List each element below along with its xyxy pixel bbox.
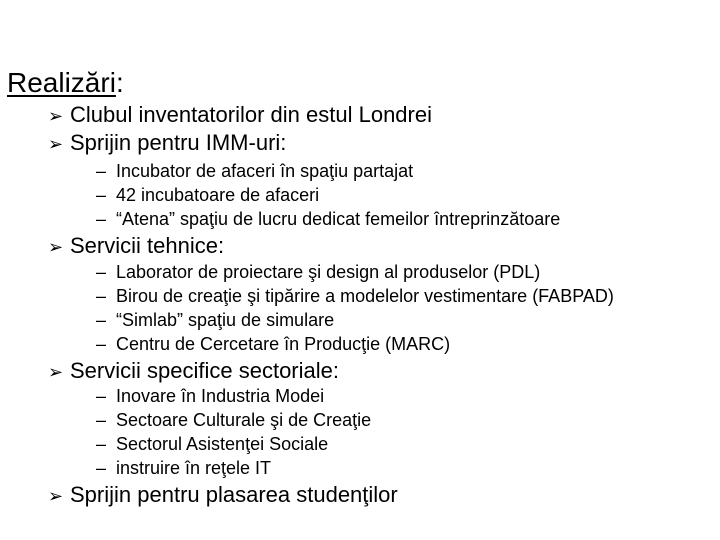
sub-item [96, 457, 271, 479]
arrow-bullet-icon: ➢ [48, 106, 64, 127]
sub-item [96, 409, 371, 431]
dash-marker: – [96, 410, 107, 430]
dash-marker: – [96, 286, 107, 306]
arrow-bullet-icon: ➢ [48, 134, 64, 155]
sub-item-label: “Atena” spaţiu de lucru dedicat femeilor întreprinzătoare [116, 209, 561, 229]
dash-marker: – [96, 262, 107, 282]
bullet-item [48, 358, 339, 386]
sub-item-label: Inovare în Industria Modei [116, 386, 325, 406]
sub-item-label: 42 incubatoare de afaceri [116, 185, 320, 205]
dash-marker: – [96, 334, 107, 354]
bullet-item [48, 130, 286, 158]
sub-item-label: Birou de creaţie şi tipărire a modelelor vestimentare (FABPAD) [116, 286, 614, 306]
sub-item [96, 261, 540, 283]
sub-item-label: Incubator de afaceri în spaţiu partajat [116, 161, 414, 181]
arrow-bullet-icon: ➢ [48, 486, 64, 507]
bullet-label: Sprijin pentru plasarea studenţilor [70, 482, 398, 507]
sub-item-label: Sectorul Asistenţei Sociale [116, 434, 329, 454]
arrow-bullet-icon: ➢ [48, 362, 64, 383]
sub-item [96, 333, 450, 355]
sub-item [96, 385, 324, 407]
slide-title-word: Realizări [7, 67, 116, 98]
sub-item [96, 309, 334, 331]
sub-item [96, 208, 560, 230]
sub-item-label: Laborator de proiectare şi design al produselor (PDL) [116, 262, 541, 282]
bullet-label: Sprijin pentru IMM-uri: [70, 130, 287, 155]
sub-item [96, 184, 319, 206]
slide-title-colon: : [115, 67, 124, 98]
bullet-label: Servicii tehnice: [70, 233, 225, 258]
bullet-label: Clubul inventatorilor din estul Londrei [70, 102, 432, 127]
dash-marker: – [96, 458, 107, 478]
sub-item [96, 285, 614, 307]
bullet-item [48, 102, 432, 130]
dash-marker: – [96, 386, 107, 406]
bullet-item [48, 233, 224, 261]
sub-item [96, 433, 328, 455]
bullet-label: Servicii specifice sectoriale: [70, 358, 339, 383]
sub-item [96, 160, 413, 182]
sub-item-label: “Simlab” spaţiu de simulare [116, 310, 335, 330]
dash-marker: – [96, 434, 107, 454]
dash-marker: – [96, 161, 107, 181]
sub-item-label: Sectoare Culturale şi de Creaţie [116, 410, 372, 430]
dash-marker: – [96, 310, 107, 330]
arrow-bullet-icon: ➢ [48, 237, 64, 258]
dash-marker: – [96, 209, 107, 229]
bullet-item [48, 482, 398, 510]
sub-item-label: instruire în reţele IT [116, 458, 272, 478]
sub-item-label: Centru de Cercetare în Producţie (MARC) [116, 334, 451, 354]
dash-marker: – [96, 185, 107, 205]
